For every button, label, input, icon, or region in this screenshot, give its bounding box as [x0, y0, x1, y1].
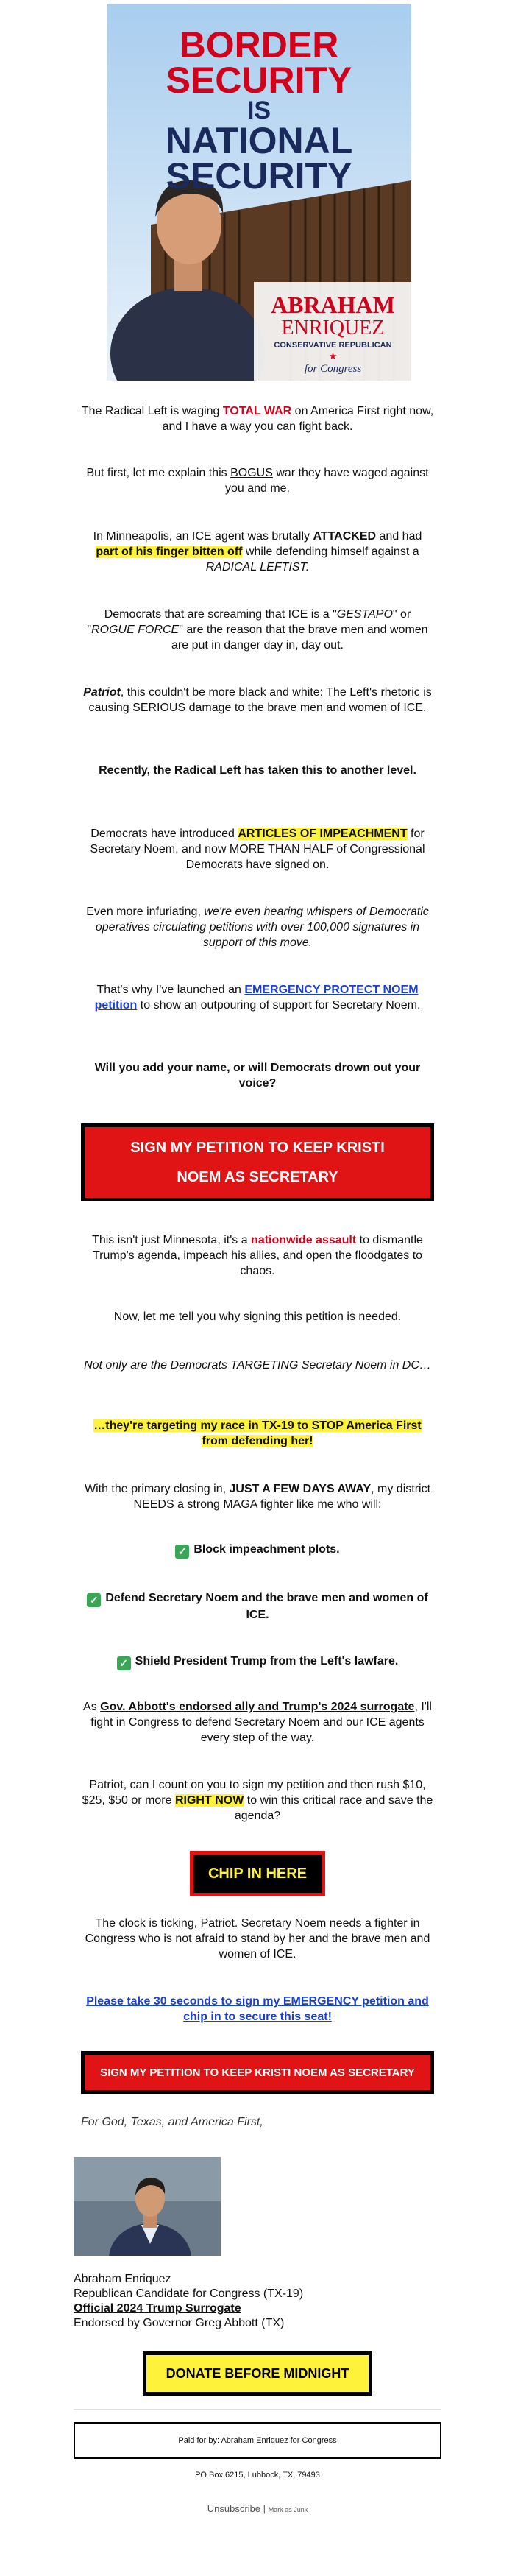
paragraph-abbott-ally: As Gov. Abbott's endorsed ally and Trump's 2024 surrogate, I'll fight in Congress to defend Secretary Noem and our ICE agents every step of the way.: [83, 1701, 432, 1744]
paragraph-why-signing: Now, let me tell you why signing this petition is needed.: [113, 1310, 402, 1323]
sign-petition-button[interactable]: [81, 1123, 434, 1201]
paragraph-whispers: Even more infuriating, we're even hearing whispers of Democratic operatives circulating petitions with over 100,000 signatures in support of this move.: [86, 906, 429, 949]
paragraph-another-level: Recently, the Radical Left has taken this to another level.: [99, 764, 416, 777]
chip-in-button[interactable]: [190, 1851, 325, 1896]
paragraph-gestapo: Democrats that are screaming that ICE is a "GESTAPO" or "ROGUE FORCE" are the reason that the brave men and women are put in danger day in, day out.: [87, 608, 428, 652]
chip-in-button-label: CHIP IN HERE: [193, 1855, 322, 1893]
paragraph-launched: That's why I've launched an EMERGENCY PROTECT NOEM petition to show an outpouring of support for Secretary Noem.: [94, 984, 421, 1012]
signature-surrogate: Official 2024 Trump Surrogate: [74, 2302, 241, 2315]
paragraph-nationwide: This isn't just Minnesota, it's a nationwide assault to dismantle Trump's agenda, impeach his allies, and open the floodgates to chaos.: [92, 1234, 423, 1277]
bullet-block-impeachment: ✓ Block impeachment plots.: [81, 1542, 434, 1559]
paragraph-targeting-noem: Not only are the Democrats TARGETING Secretary Noem in DC…: [84, 1359, 431, 1372]
paragraph-chip-in: Patriot, can I count on you to sign my petition and then rush $10, $25, $50 or more RIGHT NOW to win this critical race and save the agenda?: [82, 1779, 433, 1822]
bullet-shield-trump: ✓ Shield President Trump from the Left's lawfare.: [81, 1654, 434, 1670]
hero-tagline: CONSERVATIVE REPUBLICAN: [274, 341, 392, 350]
sign-petition-button-label: SIGN MY PETITION TO KEEP KRISTI NOEM AS SECRETARY: [85, 1127, 430, 1198]
paragraph-add-name: Will you add your name, or will Democrats drown out your voice?: [94, 1062, 421, 1090]
paragraph-patriot: Patriot, this couldn't be more black and white: The Left's rhetoric is causing SERIOUS damage to the brave men and women of ICE.: [83, 686, 432, 714]
hero-banner: [107, 4, 411, 381]
star-icon: ★: [328, 350, 338, 361]
divider: [74, 2409, 441, 2410]
hero-headline-5: SECURITY: [166, 155, 352, 197]
signature-photo: [74, 2157, 221, 2256]
hero-headline-4: NATIONAL: [165, 120, 353, 161]
checkmark-icon: ✓: [87, 1593, 101, 1607]
footer-address: PO Box 6215, Lubbock, TX, 79493: [195, 2471, 320, 2480]
signature-endorsed: Endorsed by Governor Greg Abbott (TX): [74, 2317, 285, 2329]
bullet-defend-noem: ✓ Defend Secretary Noem and the brave men and women of ICE.: [81, 1590, 434, 1623]
paid-for-text: Paid for by: Abraham Enriquez for Congress: [178, 2436, 337, 2445]
closing-line: For God, Texas, and America First,: [81, 2116, 263, 2128]
checkmark-icon: ✓: [175, 1545, 189, 1559]
hero-headline-1: BORDER: [179, 24, 339, 66]
footer-separator: |: [263, 2503, 266, 2514]
hero-name-first: ABRAHAM: [271, 292, 395, 318]
paragraph-bogus: But first, let me explain this BOGUS war they have waged against you and me.: [86, 467, 429, 495]
hero-for-congress: for Congress: [304, 363, 362, 375]
paragraph-minneapolis: In Minneapolis, an ICE agent was brutally ATTACKED and had part of his finger bitten off while defending himself against a RADICAL LEFTIST.: [93, 530, 422, 574]
sign-petition-button-2-label: SIGN MY PETITION TO KEEP KRISTI NOEM AS SECRETARY: [85, 2055, 430, 2090]
emergency-petition-link[interactable]: Please take 30 seconds to sign my EMERGENCY petition and chip in to secure this seat!: [86, 1995, 429, 2023]
paragraph-clock-ticking: The clock is ticking, Patriot. Secretary Noem needs a fighter in Congress who is not afraid to stand by her and the brave men and women of ICE.: [85, 1917, 430, 1961]
paragraph-30-seconds: [81, 1994, 434, 2025]
sign-petition-button-2[interactable]: [81, 2051, 434, 2094]
signature-name: Abraham Enriquez: [74, 2273, 171, 2285]
hero-headline-3: IS: [246, 96, 271, 124]
donate-button-label: DONATE BEFORE MIDNIGHT: [146, 2355, 369, 2392]
checkmark-icon: ✓: [117, 1656, 131, 1670]
paragraph-primary: With the primary closing in, JUST A FEW DAYS AWAY, my district NEEDS a strong MAGA fighter like me who will:: [84, 1483, 431, 1511]
unsubscribe-link[interactable]: Unsubscribe: [207, 2503, 261, 2514]
petition-link[interactable]: EMERGENCY PROTECT NOEM petition: [94, 984, 419, 1012]
donate-button[interactable]: [143, 2351, 372, 2396]
footer-links: [74, 2503, 441, 2514]
mark-as-junk-link[interactable]: Mark as Junk: [268, 2506, 308, 2513]
hero-name-last: ENRIQUEZ: [281, 317, 385, 339]
paragraph-impeachment: Democrats have introduced ARTICLES OF IMPEACHMENT for Secretary Noem, and now MORE THAN HALF of Congressional Democrats have signed on.: [90, 828, 425, 871]
signature-title: Republican Candidate for Congress (TX-19): [74, 2287, 304, 2300]
paragraph-total-war: The Radical Left is waging TOTAL WAR on America First right now, and I have a way you can fight back.: [81, 405, 434, 433]
paid-for-box: [74, 2422, 441, 2459]
hero-headline-2: SECURITY: [166, 60, 352, 101]
paragraph-tx19: …they're targeting my race in TX-19 to STOP America First from defending her!: [93, 1419, 422, 1447]
